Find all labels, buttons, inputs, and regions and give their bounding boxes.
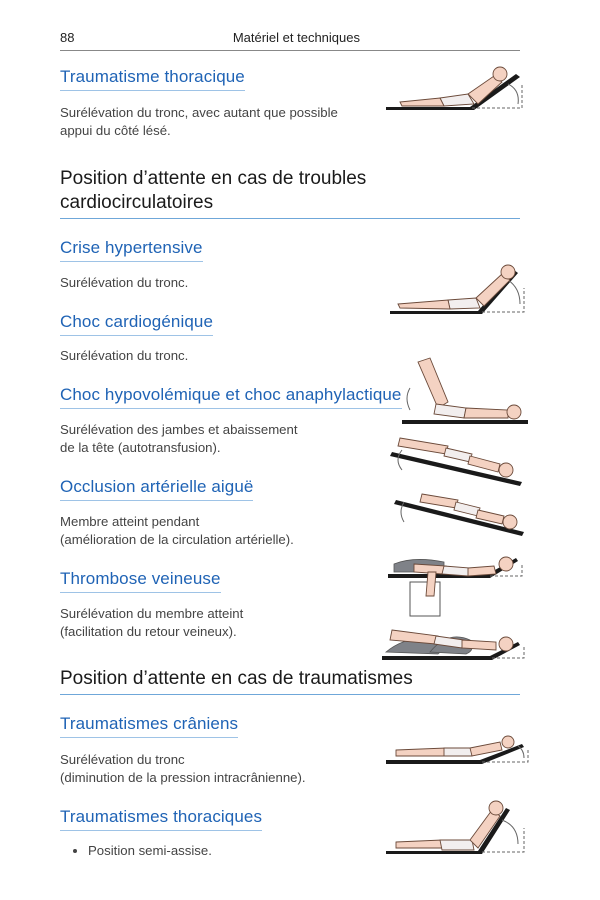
figure-semi-sitting-side bbox=[382, 62, 532, 114]
text-occlusion-arterielle: Membre atteint pendant (amélioration de la circulation artérielle). bbox=[60, 514, 294, 547]
text-traumatismes-craniens: Surélévation du tronc (diminution de la pression intracrânienne). bbox=[60, 752, 306, 785]
chapter-title: Matériel et techniques bbox=[232, 30, 360, 45]
subheading-traumatismes-thoraciques: Traumatismes thoraciques bbox=[60, 807, 262, 831]
list-item: • Position semi-assise. bbox=[88, 843, 212, 858]
subheading-traumatisme-thoracique: Traumatisme thoracique bbox=[60, 67, 245, 91]
figure-semi-sitting bbox=[382, 798, 530, 860]
text-thrombose-veineuse: Surélévation du membre atteint (facilitation du retour veineux). bbox=[60, 606, 244, 639]
figure-legs-raised bbox=[398, 352, 533, 428]
figure-trunk-elevated bbox=[386, 258, 531, 320]
figure-head-down-tilt bbox=[388, 430, 528, 488]
figure-limb-on-cushions bbox=[378, 612, 530, 664]
page-number: 88 bbox=[60, 30, 75, 45]
subheading-choc-hypovolemique: Choc hypovolémique et choc anaphylactique bbox=[60, 385, 402, 409]
text-traumatisme-thoracique: Surélévation du tronc, avec autant que possible appui du côté lésé. bbox=[60, 105, 338, 138]
text-crise-hypertensive: Surélévation du tronc. bbox=[60, 275, 189, 290]
section-heading-cardio: Position d’attente en cas de troubles cardiocirculatoires bbox=[60, 167, 520, 219]
figure-limb-elevated bbox=[384, 548, 530, 620]
subheading-occlusion-arterielle: Occlusion artérielle aiguë bbox=[60, 477, 253, 501]
subheading-thrombose-veineuse: Thrombose veineuse bbox=[60, 569, 221, 593]
page-header bbox=[60, 28, 520, 51]
section-heading-traumatismes: Position d’attente en cas de traumatismes bbox=[60, 667, 520, 695]
figure-slight-trunk-elevation bbox=[382, 728, 530, 768]
subheading-crise-hypertensive: Crise hypertensive bbox=[60, 238, 203, 262]
figure-limb-hanging bbox=[392, 488, 530, 538]
text-choc-cardiogenique: Surélévation du tronc. bbox=[60, 348, 189, 363]
subheading-traumatismes-craniens: Traumatismes crâniens bbox=[60, 714, 238, 738]
text-choc-hypovolemique: Surélévation des jambes et abaissement de la tête (autotransfusion). bbox=[60, 422, 298, 455]
bullet-list-traumatismes-thoraciques bbox=[60, 843, 212, 858]
subheading-choc-cardiogenique: Choc cardiogénique bbox=[60, 312, 213, 336]
